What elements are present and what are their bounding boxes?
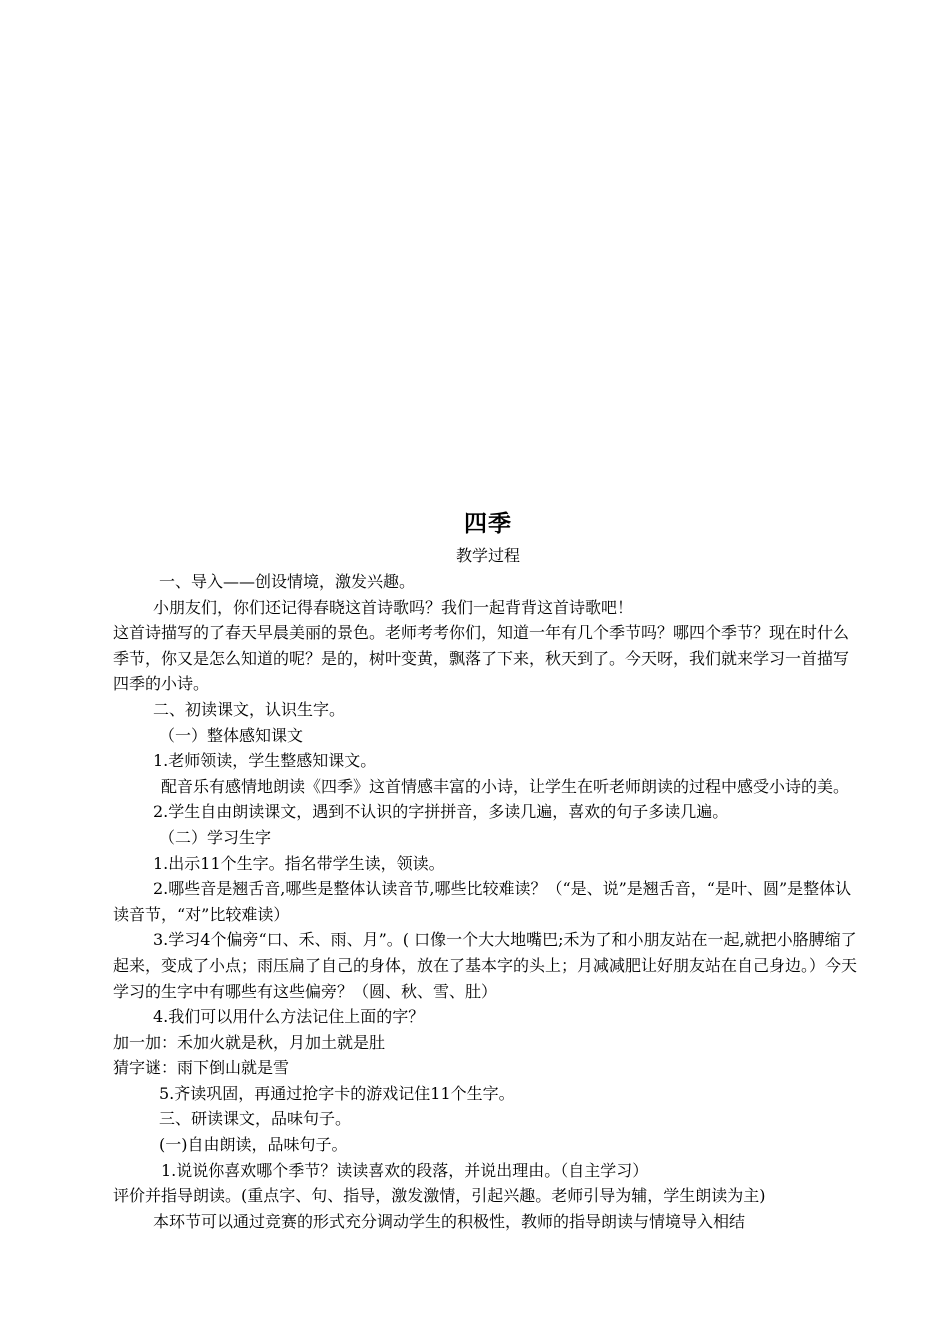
paragraph: 二、初读课文，认识生字。 — [153, 699, 346, 719]
paragraph: 评价并指导朗读。(重点字、句、指导，激发激情，引起兴趣。老师引导为辅，学生朗读为主) — [113, 1186, 766, 1206]
document-page — [113, 505, 863, 1234]
paragraph: 这首诗描写的了春天早晨美丽的景色。老师考考你们，知道一年有几个季节吗？哪四个季节？现在时什么季节，你又是怎么知道的呢？是的，树叶变黄，飘落了下来，秋天到了。今天呀，我们就来学习一首描写四季的小诗。 — [113, 623, 850, 694]
paragraph: 三、研读课文，品味句子。 — [159, 1109, 352, 1129]
paragraph: 小朋友们，你们还记得春晓这首诗歌吗？我们一起背背这首诗歌吧！ — [153, 597, 634, 617]
paragraph: (一)自由朗读，品味句子。 — [159, 1135, 348, 1155]
paragraph: （二）学习生字 — [159, 827, 272, 847]
paragraph: 加一加：禾加火就是秋，月加土就是肚 — [113, 1032, 386, 1052]
paragraph: 4.我们可以用什么方法记住上面的字？ — [153, 1007, 425, 1027]
paragraph: 一、导入——创设情境，激发兴趣。 — [159, 572, 416, 591]
paragraph: （一）整体感知课文 — [159, 725, 304, 745]
paragraph: 2.哪些音是翘舌音,哪些是整体认读音节,哪些比较难读？（“是、说”是翘舌音，“是叶、圆”是整体认读音节，“对”比较难读） — [113, 879, 852, 924]
document-title: 四季 — [464, 511, 512, 537]
paragraph: 3.学习4个偏旁“口、禾、雨、月”。( 口像一个大大地嘴巴;禾为了和小朋友站在一起,就把小胳膊缩了起来，变成了小点；雨压扁了自己的身体，放在了基本字的头上；月减减肥让好朋友站在自己身边。）今天学习的生字中有哪些有这些偏旁？（圆、秋、雪、肚） — [113, 930, 858, 1001]
paragraph: 5.齐读巩固，再通过抢字卡的游戏记住11个生字。 — [159, 1083, 515, 1103]
paragraph: 配音乐有感情地朗读《四季》这首情感丰富的小诗，让学生在听老师朗读的过程中感受小诗的美。 — [161, 776, 850, 796]
document-subtitle: 教学过程 — [455, 546, 520, 565]
paragraph: 1.说说你喜欢哪个季节？读读喜欢的段落，并说出理由。（自主学习） — [161, 1160, 649, 1180]
paragraph: 本环节可以通过竞赛的形式充分调动学生的积极性，教师的指导朗读与情境导入相结 — [153, 1211, 746, 1231]
document-body — [113, 569, 863, 1234]
paragraph: 1.出示11个生字。指名带学生读，领读。 — [153, 853, 445, 873]
paragraph: 1.老师领读，学生整感知课文。 — [153, 751, 377, 771]
paragraph: 猜字谜：雨下倒山就是雪 — [113, 1058, 290, 1078]
paragraph: 2.学生自由朗读课文，遇到不认识的字拼拼音，多读几遍，喜欢的句子多读几遍。 — [153, 802, 729, 822]
